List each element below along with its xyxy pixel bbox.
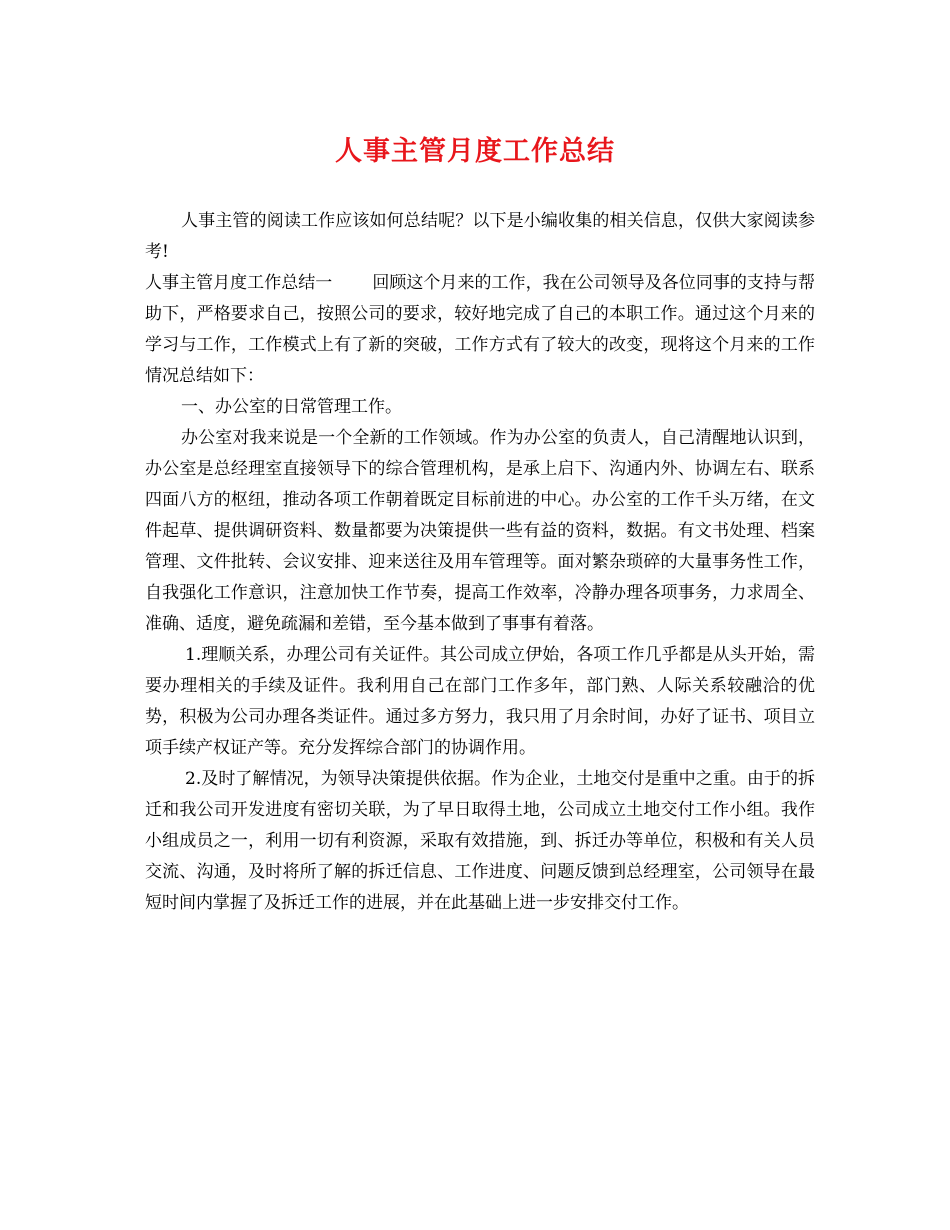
section-heading-text: 回顾这个月来的工作，我在公司领导及各位同事的支持与帮助下，严格要求自己，按照公司的要求，较好地完成了自己的本职工作。通过这个月来的学习与工作，工作模式上有了新的突破，工作方式有了较大的改变，现将这个月来的工作情况总结如下：	[145, 273, 815, 386]
office-paragraph: 办公室对我来说是一个全新的工作领域。作为办公室的负责人，自己清醒地认识到，办公室是总经理室直接领导下的综合管理机构，是承上启下、沟通内外、协调左右、联系四面八方的枢纽，推动各项工作朝着既定目标前进的中心。办公室的工作千头万绪，在文件起草、提供调研资料、数量都要为决策提供一些有益的资料，数据。有文书处理、档案管理、文件批转、会议安排、迎来送往及用车管理等。面对繁杂琐碎的大量事务性工作，自我强化工作意识，注意加快工作节奏，提高工作效率，冷静办理各项事务，力求周全、准确、适度，避免疏漏和差错，至今基本做到了事事有着落。	[145, 428, 815, 634]
point-one-paragraph: 1.理顺关系，办理公司有关证件。其公司成立伊始，各项工作几乎都是从头开始，需要办理相关的手续及证件。我利用自己在部门工作多年，部门熟、人际关系较融洽的优势，积极为公司办理各类证件。通过多方努力，我只用了月余时间，办好了证书、项目立项手续产权证产等。充分发挥综合部门的协调作用。	[145, 645, 815, 758]
section-heading-label: 人事主管月度工作总结一	[145, 273, 333, 293]
intro-paragraph: 人事主管的阅读工作应该如何总结呢？以下是小编收集的相关信息，仅供大家阅读参考!	[145, 211, 815, 262]
point-two-paragraph: 2.及时了解情况，为领导决策提供依据。作为企业，土地交付是重中之重。由于的拆迁和我公司开发进度有密切关联，为了早日取得土地，公司成立土地交付工作小组。我作小组成员之一，利用一切有利资源，采取有效措施，到、拆迁办等单位，积极和有关人员交流、沟通，及时将所了解的拆迁信息、工作进度、问题反馈到总经理室，公司领导在最短时间内掌握了及拆迁工作的进展，并在此基础上进一步安排交付工作。	[145, 769, 815, 913]
section-paragraph	[145, 268, 815, 392]
document-body	[145, 206, 815, 919]
document-title: 人事主管月度工作总结	[335, 136, 615, 167]
item-one-heading: 一、办公室的日常管理工作。	[181, 397, 402, 417]
